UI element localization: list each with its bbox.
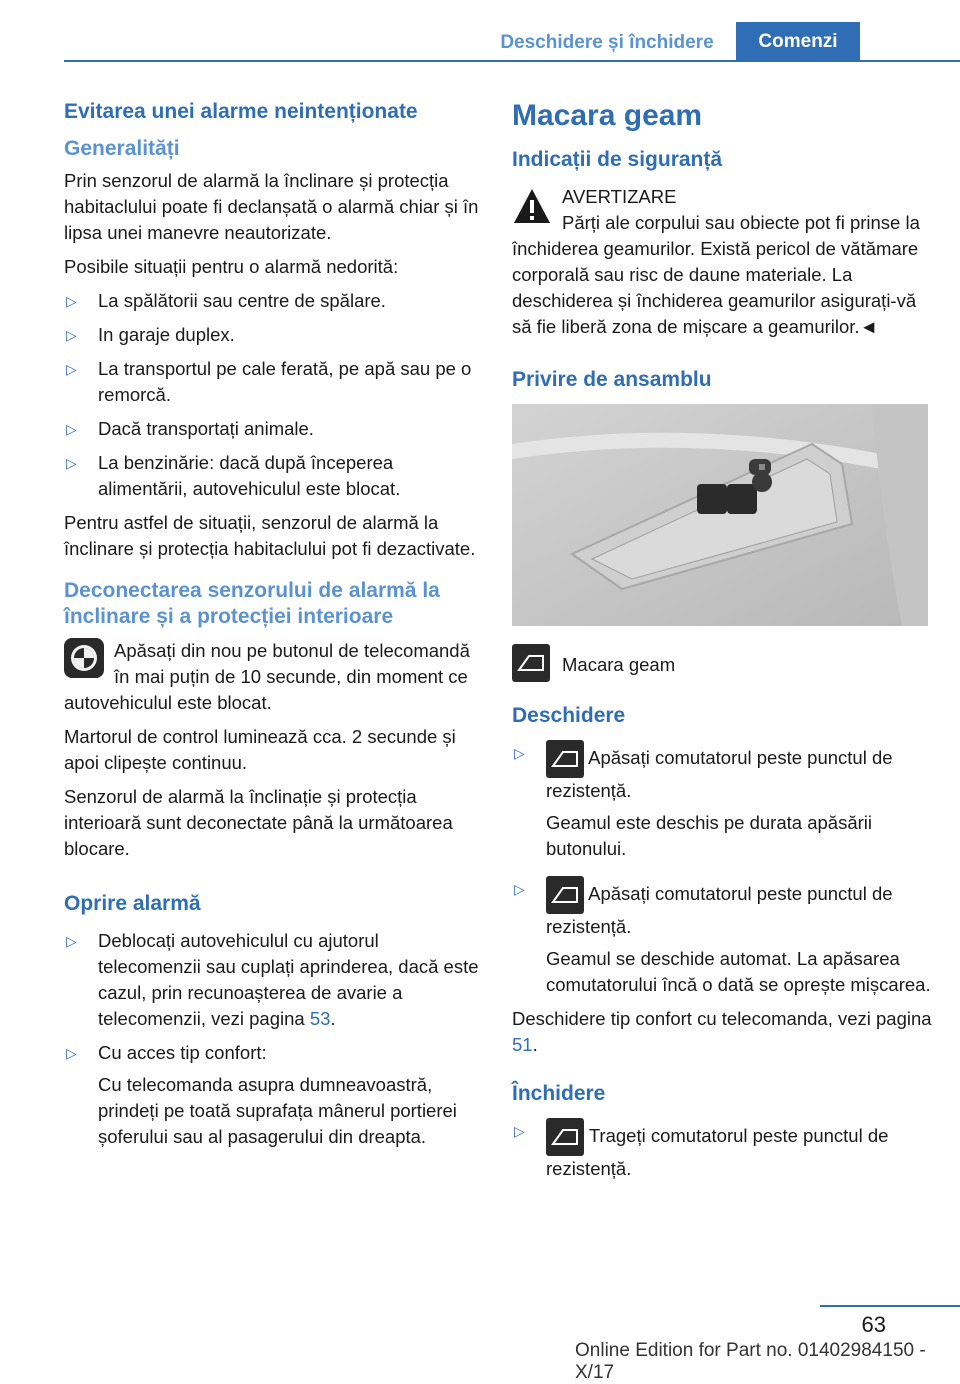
paragraph: Martorul de control luminează cca. 2 secunde și apoi clipește continuu.	[64, 726, 456, 773]
subheading-open: Deschidere	[512, 704, 626, 727]
subheading-deactivate: Deconectarea senzorului de alarmă la înclinare și a protecției interioare	[64, 579, 440, 628]
caption-text: Macara geam	[562, 654, 676, 675]
remote-instruction	[64, 638, 482, 716]
close-list	[512, 1118, 932, 1182]
list-item: ▷ La transportul pe cale ferată, pe apă sau pe o remorcă.	[64, 356, 482, 408]
subheading-safety: Indicații de siguranță	[512, 148, 723, 171]
window-switch-photo	[512, 404, 928, 626]
paragraph-text: Deschidere tip confort cu telecomanda, vezi pagina	[512, 1008, 932, 1029]
window-switch-icon	[546, 740, 584, 778]
warning-text: Părți ale corpului sau obiecte pot fi prinse la închiderea geamurilor. Există pericol de vătămare corporală sau risc de daune materiale. La deschiderea și închiderea geamurilor asigurați-vă să fie liberă zona de mișcare a geamurilor.	[512, 212, 920, 337]
punctuation: .	[532, 1034, 538, 1055]
paragraph: Senzorul de alarmă la înclinație și protecția interioară sunt deconectate până la următoarea blocare.	[64, 786, 453, 859]
list-item-detail: Cu telecomanda asupra dumneavoastră, prindeți pe toată suprafața mânerul portierei șoferului sau al pasagerului din dreapta.	[98, 1074, 457, 1147]
list-item	[64, 928, 482, 1032]
list-item: ▷ La spălătorii sau centre de spălare.	[64, 288, 482, 314]
subheading-general: Generalități	[64, 137, 180, 160]
list-item: ▷ In garaje duplex.	[64, 322, 482, 348]
paragraph: Apăsați din nou pe butonul de telecomandă în mai puțin de 10 secunde, din moment ce autovehiculul este blocat.	[64, 640, 470, 713]
header-chapter-tab: Comenzi	[736, 22, 860, 62]
paragraph: Pentru astfel de situații, senzorul de alarmă la înclinare și protecția habitaclului pot fi dezactivate.	[64, 512, 476, 559]
subheading-close: Închidere	[512, 1082, 606, 1105]
warning-label: AVERTIZARE	[562, 186, 677, 207]
list-item	[512, 1118, 932, 1182]
left-column	[64, 98, 482, 1158]
subheading-stop-alarm: Oprire alarmă	[64, 892, 201, 915]
stop-alarm-list	[64, 928, 482, 1150]
footer-rule	[820, 1305, 960, 1307]
window-switch-icon	[546, 876, 584, 914]
window-switch-icon	[512, 644, 550, 682]
page-number: 63	[861, 1312, 886, 1337]
list-item-detail: Geamul este deschis pe durata apăsării butonului.	[546, 812, 872, 859]
list-item-text: Deblocați autovehiculul cu ajutorul telecomenzii sau cuplați aprinderea, dacă este cazul, prin recunoașterea de avarie a telecomenzii, vezi pagina	[98, 930, 479, 1029]
subheading-overview: Privire de ansamblu	[512, 368, 712, 391]
warning-text-wrap	[512, 210, 932, 340]
list-item-text: Cu acces tip confort:	[98, 1042, 267, 1063]
right-column	[512, 98, 932, 1190]
remote-key-icon	[64, 638, 104, 678]
list-item: ▷ Dacă transportați animale.	[64, 416, 482, 442]
end-marker: ◄	[859, 316, 878, 337]
header-rule	[64, 60, 960, 62]
open-list	[512, 740, 932, 998]
window-switch-icon	[546, 1118, 584, 1156]
list-item	[512, 876, 932, 998]
header-section-tab: Deschidere și închidere	[500, 32, 714, 53]
paragraph	[512, 1006, 932, 1058]
paragraph: Posibile situații pentru o alarmă nedorită:	[64, 256, 399, 277]
list-item-detail: Geamul se deschide automat. La apăsarea comutatorului încă o dată se oprește mișcarea.	[546, 948, 931, 995]
page-link-51[interactable]: 51	[512, 1034, 533, 1055]
photo-caption	[512, 644, 932, 682]
list-item-text: Apăsați comutatorul peste punctul de rezistență.	[546, 882, 893, 937]
warning-box	[512, 184, 932, 340]
list-item	[64, 1040, 482, 1150]
situations-list	[64, 288, 482, 502]
punctuation: .	[330, 1008, 336, 1029]
edition-note: Online Edition for Part no. 01402984150 - X/17	[575, 1340, 926, 1383]
page-link-53[interactable]: 53	[309, 1008, 331, 1029]
list-item: ▷ La benzinărie: dacă după începerea alimentării, autovehiculul este blocat.	[64, 450, 482, 502]
list-item	[512, 740, 932, 862]
paragraph: Prin senzorul de alarmă la înclinare și protecția habitaclului poate fi declanșată o alarmă chiar și în lipsa unei manevre neautorizate.	[64, 170, 479, 243]
section-heading-avoid-alarm: Evitarea unei alarme neintenționate	[64, 100, 418, 123]
list-item-text: Trageți comutatorul peste punctul de rezistență.	[546, 1124, 889, 1179]
list-item-text: Apăsați comutatorul peste punctul de rezistență.	[546, 746, 893, 801]
warning-triangle-icon	[512, 186, 552, 226]
page-title: Macara geam	[512, 99, 703, 132]
